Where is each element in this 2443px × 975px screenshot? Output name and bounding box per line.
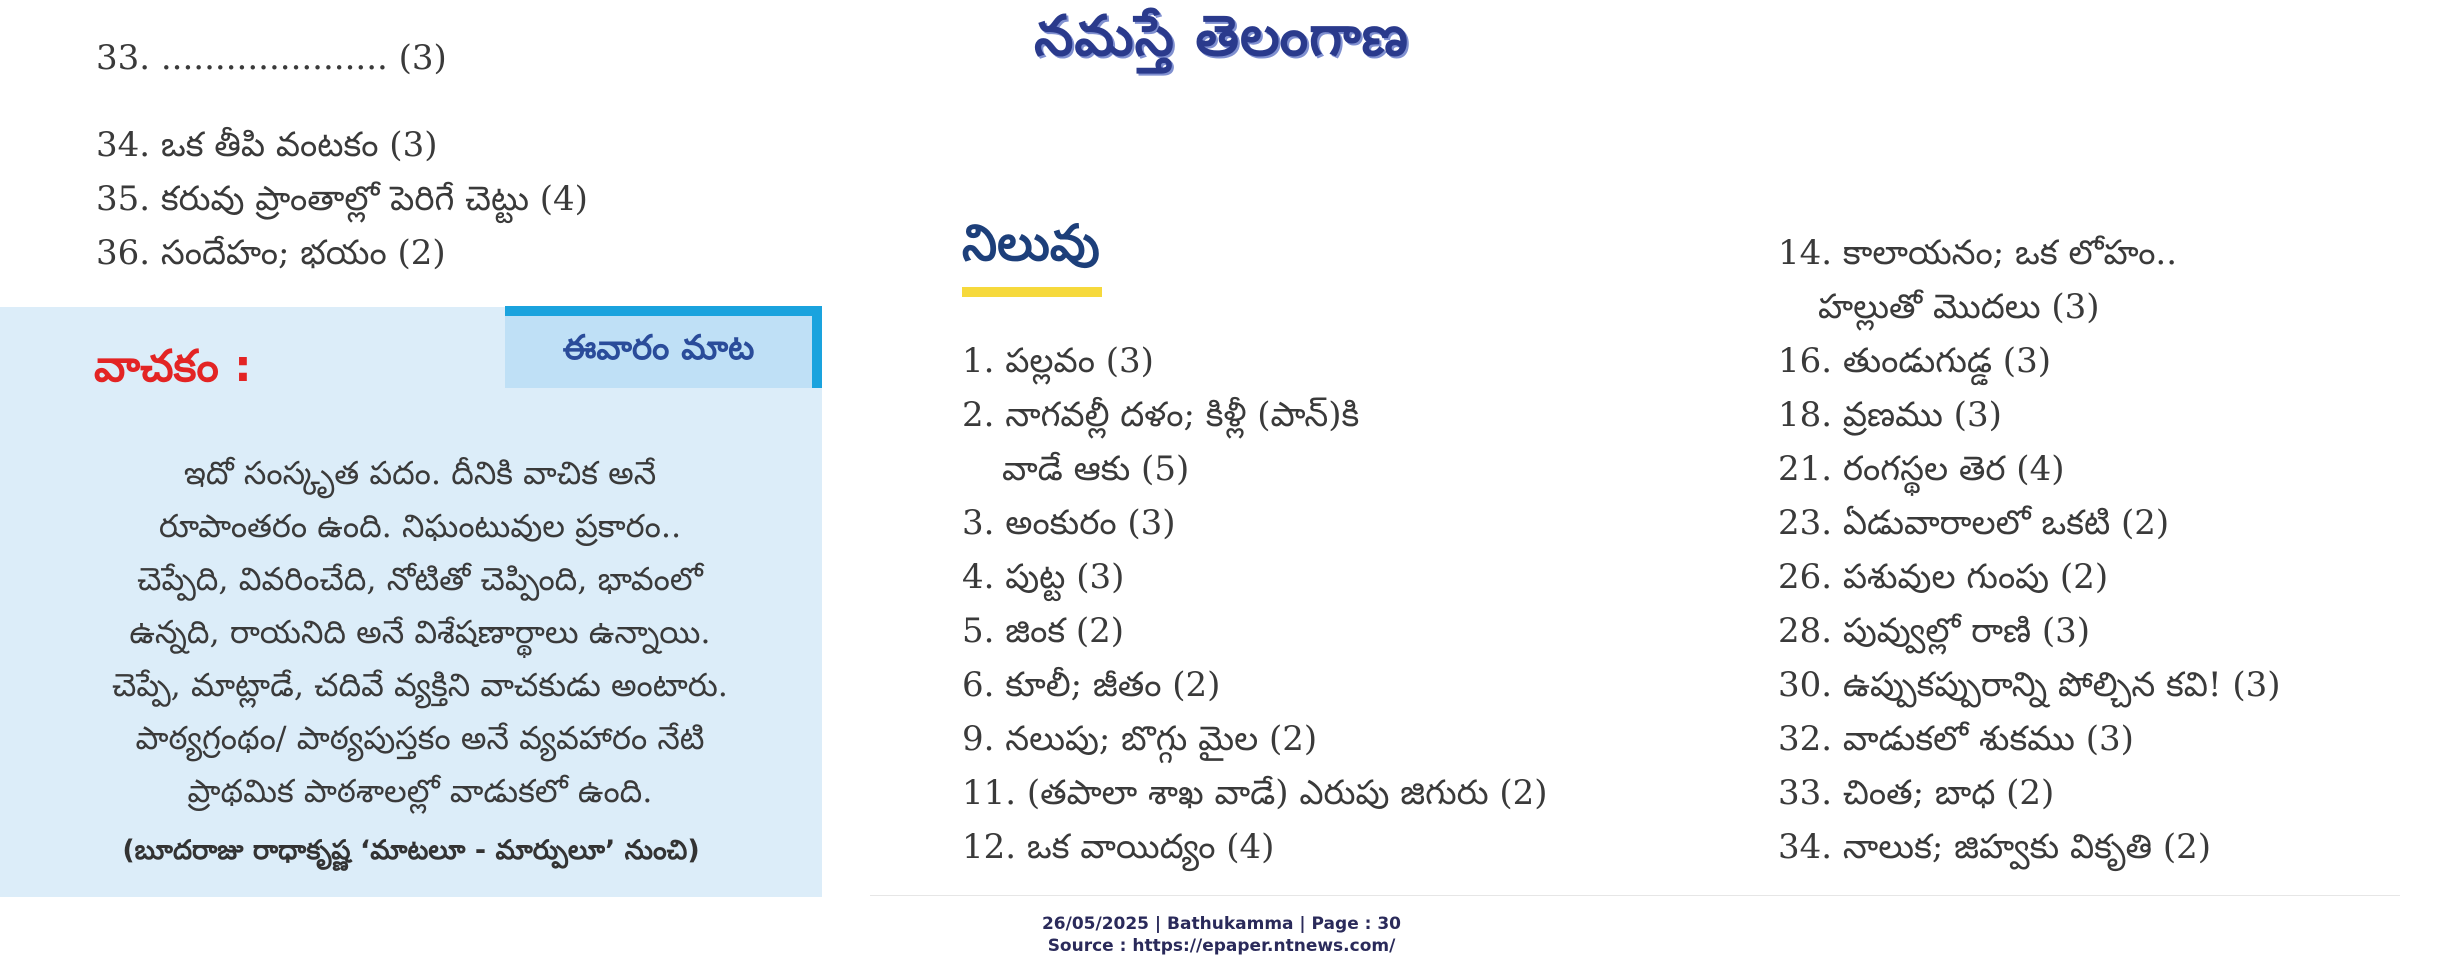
clue-item: 3. అంకురం (3) [962, 503, 1176, 543]
clue-item: 23. ఏడువారాలలో ఒకటి (2) [1778, 503, 2170, 543]
clue-item: 14. కాలాయనం; ఒక లోహం.. [1778, 233, 2178, 273]
clipped-clue-text: 33. ..................... (3) [96, 38, 447, 78]
panel-source-citation: (బూదరాజు రాధాకృష్ణ ‘మాటలూ - మార్పులూ’ నుంచి) [122, 835, 700, 866]
clue-item: 32. వాడుకలో శుకము (3) [1778, 719, 2134, 759]
across-clues-continued [96, 118, 588, 280]
body-line: ఉన్నది, రాయనిది అనే విశేషణార్థాలు ఉన్నాయి. [129, 613, 711, 651]
body-line: చెప్పేది, వివరించేది, నోటితో చెప్పింది, భావంలో [137, 560, 703, 598]
footer-date-page: 26/05/2025 | Bathukamma | Page : 30 [1041, 914, 1402, 934]
panel-title: వాచకం : [94, 341, 252, 392]
body-line: ప్రాథమిక పాఠశాలల్లో వాడుకలో ఉంది. [187, 772, 653, 810]
down-clues-column-2 [1778, 226, 2281, 874]
heading-underline [962, 287, 1102, 297]
clue-item: 34. ఒక తీపి వంటకం (3) [96, 125, 438, 165]
clue-item: 36. సందేహం; భయం (2) [96, 233, 446, 273]
clipped-clue [96, 38, 516, 108]
body-line: ఇదో సంస్కృత పదం. దీనికి వాచిక అనే [183, 454, 657, 492]
clue-item-continuation: వాడే ఆకు (5) [1002, 449, 1190, 489]
clue-item: 12. ఒక వాయిద్యం (4) [962, 827, 1275, 867]
down-heading: నిలువు [962, 214, 1100, 272]
clue-item: 1. పల్లవం (3) [962, 341, 1154, 381]
word-of-week-badge: ఈవారం మాట [505, 306, 822, 388]
clue-item: 6. కూలీ; జీతం (2) [962, 665, 1221, 705]
clue-item: 35. కరువు ప్రాంతాల్లో పెరిగే చెట్టు (4) [96, 179, 588, 219]
clue-item: 2. నాగవల్లీ దళం; కిళ్లీ (పాన్)కి [962, 395, 1360, 435]
clue-item: 28. పువ్వుల్లో రాణి (3) [1778, 611, 2091, 651]
down-clues-column-1 [962, 334, 1548, 874]
footer-source: Source : https://epaper.ntnews.com/ [1047, 936, 1396, 956]
body-line: పాఠ్యగ్రంథం/ పాఠ్యపుస్తకం అనే వ్యవహారం నేటి [135, 719, 705, 757]
clue-item-continuation: హల్లుతో మొదలు (3) [1818, 287, 2100, 327]
masthead-title: నమస్తే తెలంగాణ [1034, 4, 1409, 69]
clue-item: 18. వ్రణము (3) [1778, 395, 2002, 435]
clue-item: 9. నలుపు; బొగ్గు మైల (2) [962, 719, 1318, 759]
panel-body [70, 447, 770, 818]
clue-item: 4. పుట్ట (3) [962, 557, 1125, 597]
clue-item: 34. నాలుక; జిహ్వకు వికృతి (2) [1778, 827, 2212, 867]
down-heading-block [962, 214, 1102, 297]
body-line: చెప్పే, మాట్లాడే, చదివే వ్యక్తిని వాచకుడు అంటారు. [112, 666, 728, 704]
clue-item: 16. తుండుగుడ్డ (3) [1778, 341, 2051, 381]
clue-item: 5. జింక (2) [962, 611, 1125, 651]
word-of-week-panel [0, 307, 822, 897]
clue-item: 30. ఉప్పుకప్పురాన్ని పోల్చిన కవి! (3) [1778, 665, 2281, 705]
clue-item: 33. చింత; బాధ (2) [1778, 773, 2055, 813]
body-line: రూపాంతరం ఉంది. నిఘంటువుల ప్రకారం.. [158, 507, 682, 545]
footer-divider [870, 895, 2400, 896]
clue-item: 26. పశువుల గుంపు (2) [1778, 557, 2109, 597]
clue-item: 21. రంగస్థల తెర (4) [1778, 449, 2065, 489]
clue-item: 11. (తపాలా శాఖ వాడే) ఎరుపు జిగురు (2) [962, 773, 1548, 813]
